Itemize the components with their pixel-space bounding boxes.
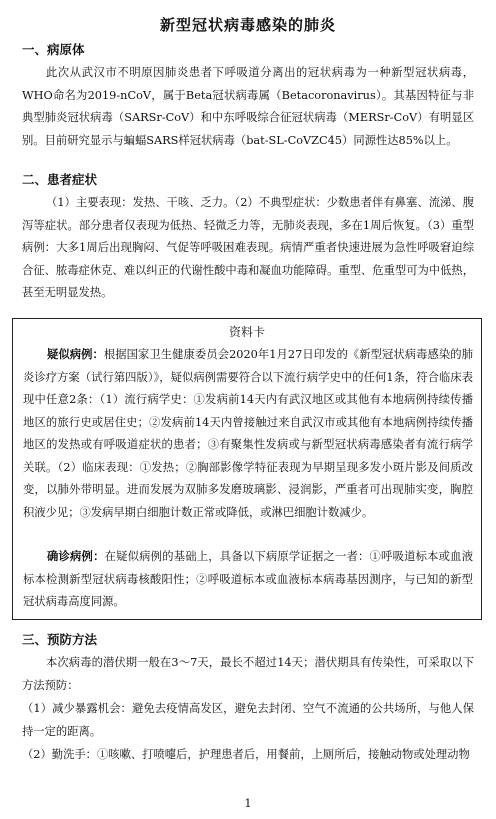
info-card: [12, 318, 482, 620]
prevention-item-1: （1）减少暴露机会：避免去疫情高发区，避免去封闭、空气不流通的公共场所，与他人保持一定的距离。: [22, 702, 474, 738]
suspected-case-label: 疑似病例：: [47, 347, 104, 361]
confirmed-case-label: 确诊病例：: [47, 549, 105, 563]
section-heading-symptoms: 二、患者症状: [22, 172, 98, 187]
info-card-title: 资料卡: [228, 325, 265, 339]
section-paragraph-pathogen: 此次从武汉市不明原因肺炎患者下呼吸道分离出的冠状病毒为一种新型冠状病毒，WHO命名为2019-nCoV，属于Beta冠状病毒属（Betacoronavirus）。其基因特征与非典型肺炎冠状病毒（SARSr-CoV）和中东呼吸综合征冠状病毒（MERSr-CoV）有明显区别。目前研究显示与蝙蝠SARS样冠状病毒（bat-SL-CoVZC45）同源性达85%以上。: [22, 66, 474, 147]
suspected-case-paragraph: [23, 343, 473, 524]
confirmed-case-paragraph: [23, 545, 473, 614]
page-title: 新型冠状病毒感染的肺炎: [159, 16, 336, 34]
suspected-case-text: 根据国家卫生健康委员会2020年1月27日印发的《新型冠状病毒感染的肺炎诊疗方案（试行第四版）》，疑似病例需要符合以下流行病学史中的任何1条，符合临床表现中任意2条：（1）流行病学史：①发病前14天内有武汉地区或其他有本地病例持续传播地区的旅行史或居住史；②发病前14天内曾接触过来自武汉市或其他有本地病例持续传播地区的发热或有呼吸道症状的患者；③有聚集性发病或与新型冠状病毒感染者有流行病学关联。（2）临床表现：①发热；②胸部影像学特征表现为早期呈现多发小斑片影及间质改变，以肺外带明显。进而发展为双肺多发磨玻璃影、浸润影，严重者可出现肺实变，胸腔积液少见；③发病早期白细胞计数正常或降低，或淋巴细胞计数减少。: [23, 348, 473, 519]
section-paragraph-symptoms: （1）主要表现：发热、干咳、乏力。（2）不典型症状：少数患者伴有鼻塞、流涕、腹泻等症状。部分患者仅表现为低热、轻微乏力等，无肺炎表现，多在1周后恢复。（3）重型病例：大多1周后出现胸闷、气促等呼吸困难表现。病情严重者快速进展为急性呼吸窘迫综合征、脓毒症休克、难以纠正的代谢性酸中毒和凝血功能障碍。重型、危重型可为中低热，甚至无明显发热。: [22, 196, 474, 299]
prevention-intro: 本次病毒的潜伏期一般在3～7天，最长不超过14天；潜伏期具有传染性，可采取以下方法预防：: [22, 656, 474, 692]
page-number: 1: [244, 797, 252, 810]
section-heading-prevention: 三、预防方法: [22, 632, 98, 647]
prevention-item-2: （2）勤洗手：①咳嗽、打喷嚏后，护理患者后，用餐前，上厕所后，接触动物或处理动物: [22, 748, 470, 761]
section-heading-pathogen: 一、病原体: [22, 42, 85, 57]
confirmed-case-text: 在疑似病例的基础上，具备以下病原学证据之一者：①呼吸道标本或血液标本检测新型冠状病毒核酸阳性；②呼吸道标本或血液标本病毒基因测序，与已知的新型冠状病毒高度同源。: [23, 550, 473, 608]
